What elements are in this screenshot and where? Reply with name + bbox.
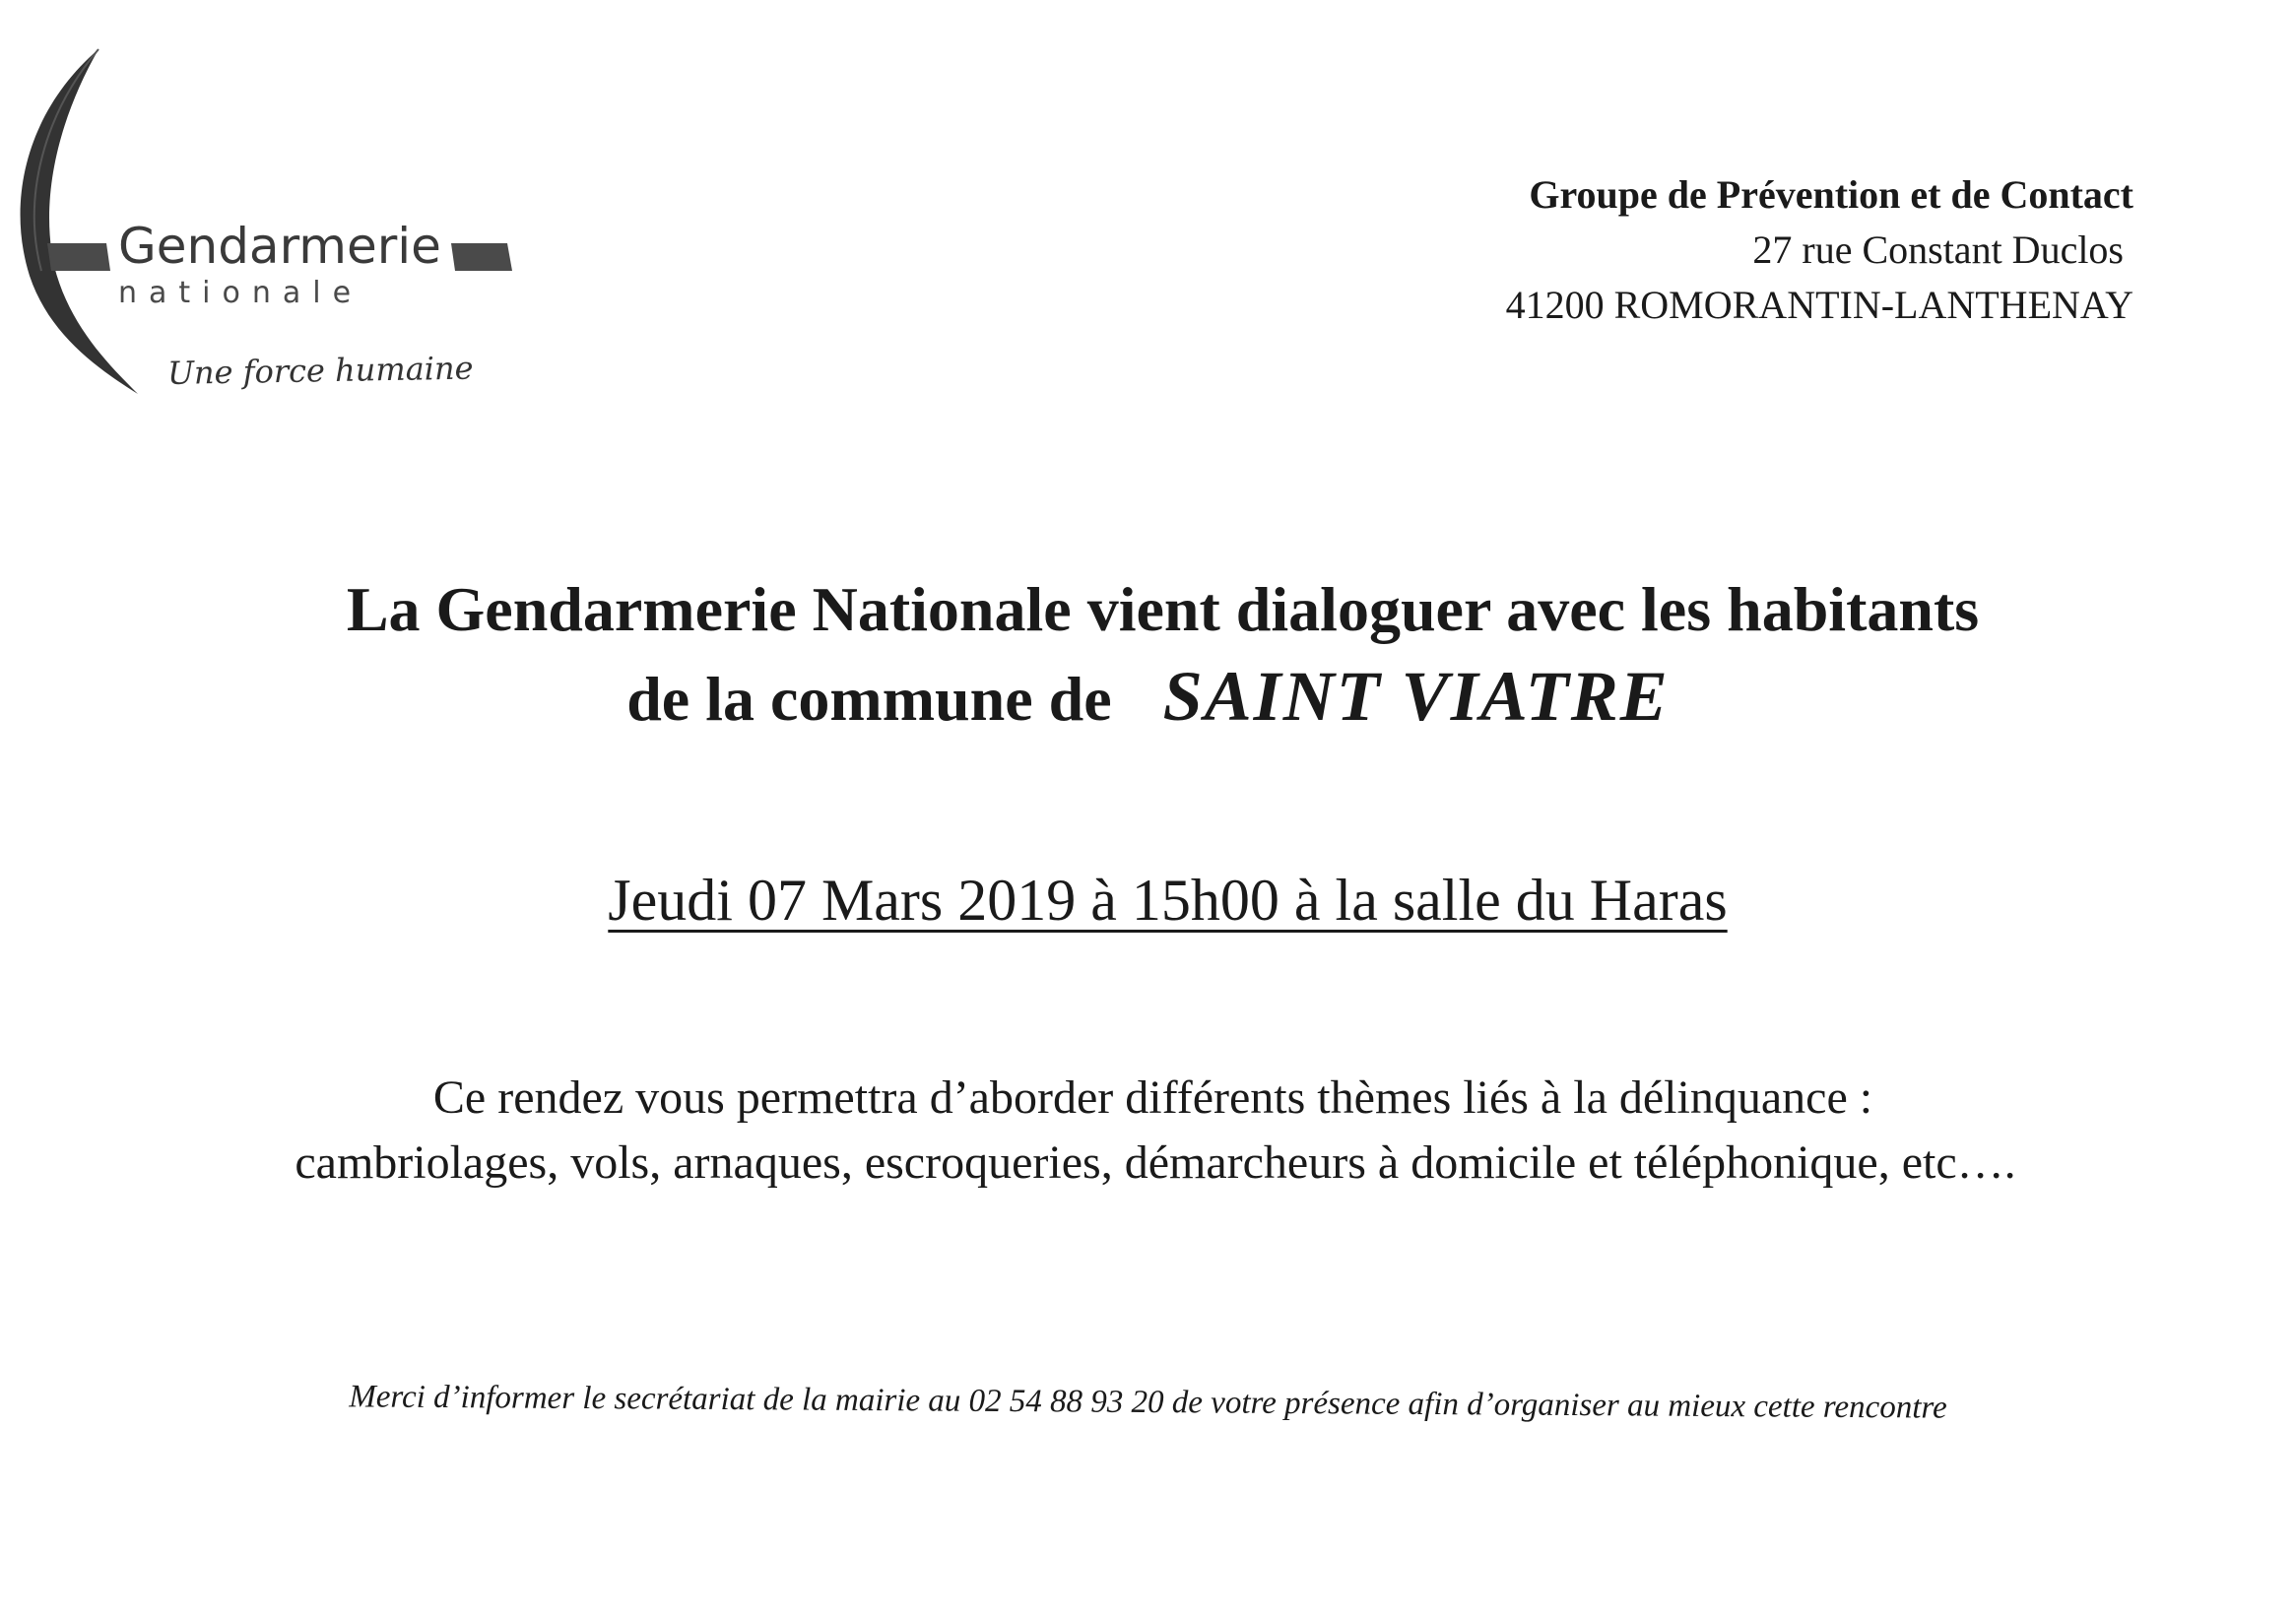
headline-line-1: La Gendarmerie Nationale vient dialoguer avec les habitants <box>346 574 1980 644</box>
commune-name: SAINT VIATRE <box>1162 657 1670 736</box>
logo-subtitle: nationale <box>118 276 363 310</box>
themes-line-1: Ce rendez vous permettra d’aborder différents thèmes liés à la délinquance : <box>432 1071 1873 1124</box>
gendarmerie-logo <box>0 0 512 414</box>
headline <box>0 566 2296 743</box>
themes-paragraph <box>0 1066 2296 1196</box>
event-details <box>0 865 2296 936</box>
contact-note: Merci d’informer le secrétariat de la mairie au 02 54 88 93 20 de votre présence afin d’organiser au mieux cette rencontre <box>349 1379 1947 1426</box>
sender-address <box>1506 167 2133 333</box>
city-address: 41200 ROMORANTIN-LANTHENAY <box>1505 283 2133 327</box>
headline-line-2 <box>0 653 2296 743</box>
organization-name: Groupe de Prévention et de Contact <box>1529 172 2133 217</box>
event-date-location: Jeudi 07 Mars 2019 à 15h00 à la salle du Haras <box>608 868 1728 933</box>
logo-title: Gendarmerie <box>118 218 441 275</box>
street-address: 27 rue Constant Duclos <box>1752 227 2124 272</box>
logo-motto: Une force humaine <box>166 349 474 392</box>
themes-line-2: cambriolages, vols, arnaques, escroqueries, démarcheurs à domicile et téléphonique, etc…. <box>295 1136 2016 1189</box>
headline-prefix: de la commune de <box>626 664 1112 734</box>
